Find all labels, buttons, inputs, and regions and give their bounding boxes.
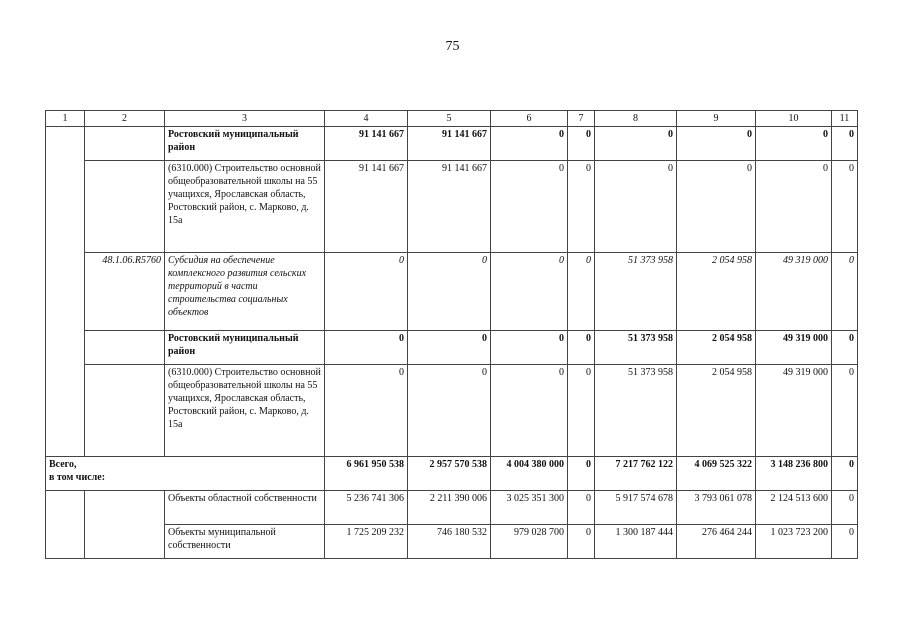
total-value-cell: 0 [832, 457, 858, 491]
value-cell: 5 236 741 306 [325, 491, 408, 525]
value-cell: 0 [408, 331, 491, 365]
code-cell [85, 161, 165, 253]
code-cell [85, 127, 165, 161]
total-label-line2: в том числе: [49, 472, 106, 483]
value-cell: 0 [491, 127, 568, 161]
value-cell: 0 [568, 331, 595, 365]
page-number: 75 [445, 39, 460, 54]
value-cell: 0 [491, 365, 568, 457]
budget-table [45, 110, 858, 559]
col-header: 3 [165, 111, 325, 127]
value-cell: 51 373 958 [595, 365, 677, 457]
value-cell: 0 [491, 253, 568, 331]
value-cell: 0 [325, 253, 408, 331]
value-cell: 0 [325, 331, 408, 365]
value-cell: 0 [832, 127, 858, 161]
col-header: 4 [325, 111, 408, 127]
value-cell: 0 [832, 331, 858, 365]
value-cell: 2 054 958 [677, 253, 756, 331]
value-cell: 1 725 209 232 [325, 525, 408, 559]
col-header: 9 [677, 111, 756, 127]
code-cell: 48.1.06.R5760 [85, 253, 165, 331]
name-cell: Ростовский муниципальный район [165, 331, 325, 365]
value-cell: 0 [677, 161, 756, 253]
value-cell: 0 [595, 127, 677, 161]
table-row [46, 365, 858, 457]
total-value-cell: 4 004 380 000 [491, 457, 568, 491]
value-cell: 2 054 958 [677, 331, 756, 365]
value-cell: 0 [832, 491, 858, 525]
col-header: 10 [756, 111, 832, 127]
value-cell: 2 124 513 600 [756, 491, 832, 525]
value-cell: 746 180 532 [408, 525, 491, 559]
col-header: 2 [85, 111, 165, 127]
value-cell: 1 300 187 444 [595, 525, 677, 559]
total-value-cell: 6 961 950 538 [325, 457, 408, 491]
value-cell: 0 [325, 365, 408, 457]
table-row [46, 331, 858, 365]
value-cell: 1 023 723 200 [756, 525, 832, 559]
total-label-line1: Всего, [49, 459, 77, 470]
value-cell: 3 793 061 078 [677, 491, 756, 525]
table-row [46, 127, 858, 161]
col-header: 11 [832, 111, 858, 127]
name-cell: (6310.000) Строительство основной общеобразовательной школы на 55 учащихся, Ярославская область, Ростовский район, с. Марково, д. 15а [165, 161, 325, 253]
total-value-cell: 3 148 236 800 [756, 457, 832, 491]
value-cell: 0 [756, 161, 832, 253]
value-cell: 2 211 390 006 [408, 491, 491, 525]
total-value-cell: 7 217 762 122 [595, 457, 677, 491]
value-cell: 0 [832, 365, 858, 457]
total-value-cell: 0 [568, 457, 595, 491]
value-cell: 0 [568, 127, 595, 161]
col-header: 7 [568, 111, 595, 127]
col-header: 8 [595, 111, 677, 127]
name-cell: Объекты областной собственности [165, 491, 325, 525]
value-cell: 51 373 958 [595, 253, 677, 331]
empty-cell [46, 491, 85, 559]
value-cell: 0 [832, 525, 858, 559]
value-cell: 2 054 958 [677, 365, 756, 457]
value-cell: 0 [595, 161, 677, 253]
value-cell: 0 [408, 253, 491, 331]
name-cell: (6310.000) Строительство основной общеобразовательной школы на 55 учащихся, Ярославская область, Ростовский район, с. Марково, д. 15а [165, 365, 325, 457]
value-cell: 49 319 000 [756, 365, 832, 457]
name-cell: Ростовский муниципальный район [165, 127, 325, 161]
value-cell: 91 141 667 [325, 161, 408, 253]
col-header: 6 [491, 111, 568, 127]
table-row [46, 253, 858, 331]
value-cell: 91 141 667 [325, 127, 408, 161]
value-cell: 0 [756, 127, 832, 161]
total-value-cell: 4 069 525 322 [677, 457, 756, 491]
name-cell: Субсидия на обеспечение комплексного развития сельских территорий в части строительства социальных объектов [165, 253, 325, 331]
total-label [46, 457, 325, 491]
code-cell [85, 365, 165, 457]
value-cell: 0 [491, 331, 568, 365]
table-row [46, 161, 858, 253]
value-cell: 0 [568, 161, 595, 253]
value-cell: 5 917 574 678 [595, 491, 677, 525]
value-cell: 3 025 351 300 [491, 491, 568, 525]
code-cell [85, 331, 165, 365]
col-header: 1 [46, 111, 85, 127]
value-cell: 91 141 667 [408, 127, 491, 161]
col-header: 5 [408, 111, 491, 127]
value-cell: 0 [568, 253, 595, 331]
total-row [46, 457, 858, 491]
column-number-row [46, 111, 858, 127]
value-cell: 0 [491, 161, 568, 253]
total-value-cell: 2 957 570 538 [408, 457, 491, 491]
value-cell: 49 319 000 [756, 331, 832, 365]
name-cell: Объекты муниципальной собственности [165, 525, 325, 559]
value-cell: 0 [568, 525, 595, 559]
value-cell: 0 [568, 491, 595, 525]
value-cell: 49 319 000 [756, 253, 832, 331]
value-cell: 51 373 958 [595, 331, 677, 365]
empty-cell [85, 491, 165, 559]
table-row [46, 525, 858, 559]
empty-cell [46, 127, 85, 457]
value-cell: 276 464 244 [677, 525, 756, 559]
value-cell: 0 [677, 127, 756, 161]
value-cell: 0 [568, 365, 595, 457]
value-cell: 0 [832, 253, 858, 331]
table-row [46, 491, 858, 525]
value-cell: 0 [832, 161, 858, 253]
value-cell: 91 141 667 [408, 161, 491, 253]
value-cell: 979 028 700 [491, 525, 568, 559]
value-cell: 0 [408, 365, 491, 457]
